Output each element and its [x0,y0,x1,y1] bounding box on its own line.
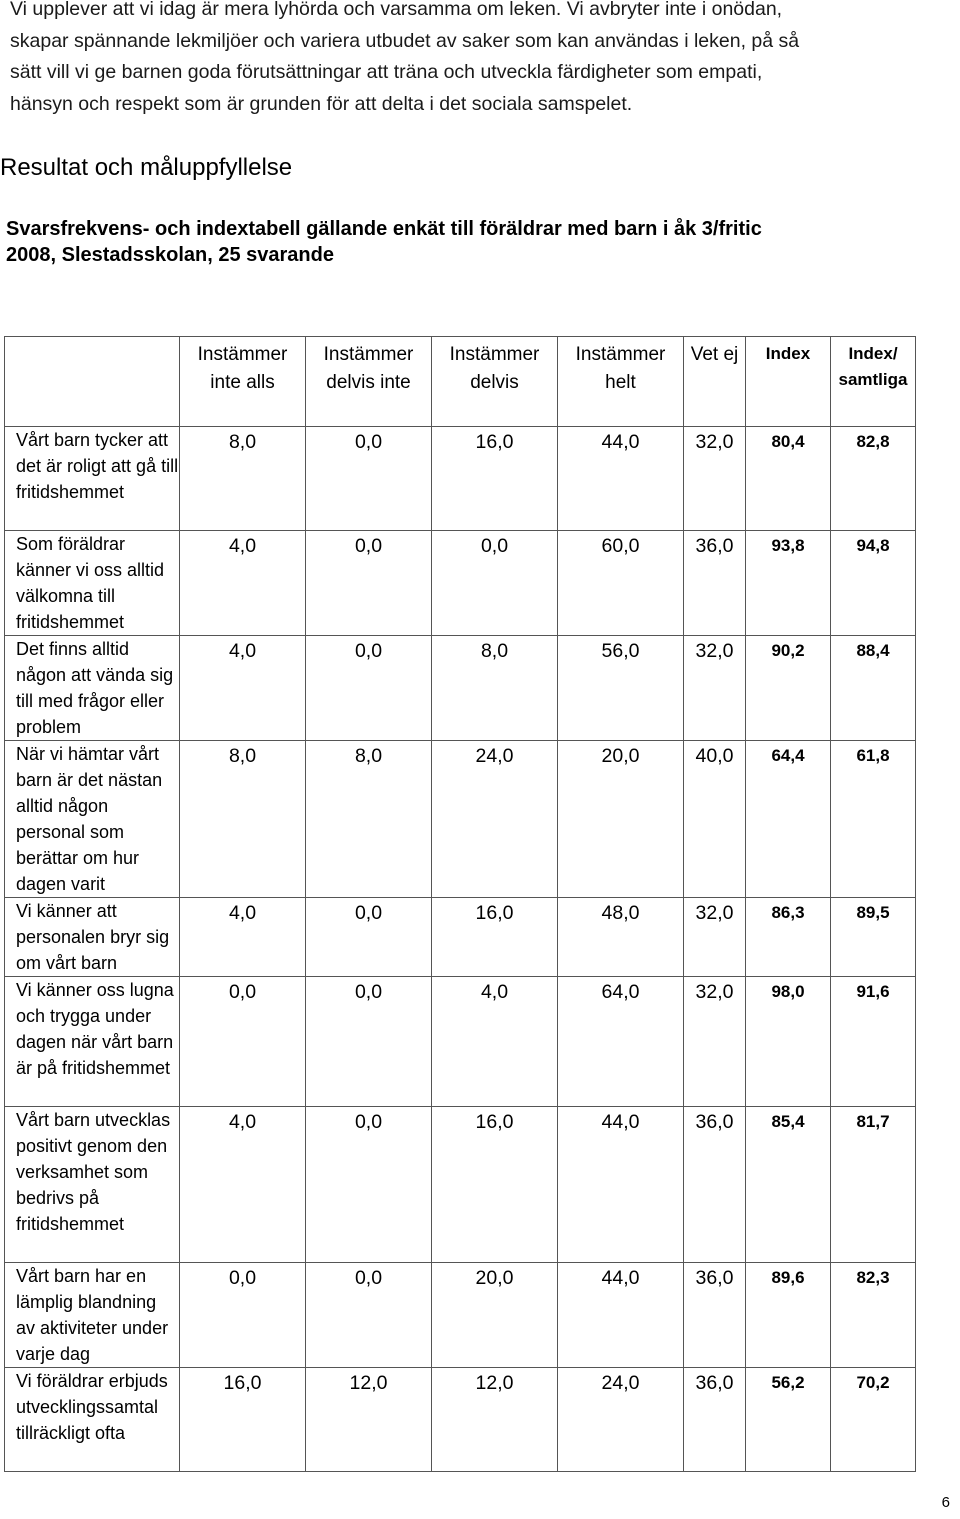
index-all-cell: 70,2 [831,1368,916,1472]
intro-line: sätt vill vi ge barnen goda förutsättningar att träna och utveckla färdigheter som empati, [10,61,763,83]
value-cell: 4,0 [180,636,306,741]
table-row [5,977,916,1107]
value-cell: 4,0 [180,531,306,636]
value-cell: 44,0 [558,1107,684,1263]
index-all-cell: 61,8 [831,741,916,898]
value-cell: 20,0 [558,741,684,898]
table-row [5,741,916,898]
value-cell: 0,0 [180,1263,306,1368]
value-cell: 36,0 [684,1263,746,1368]
value-cell: 0,0 [180,977,306,1107]
question-cell: Vårt barn utvecklas positivt genom den verksamhet som bedrivs på fritidshemmet [5,1107,180,1263]
value-cell: 20,0 [432,1263,558,1368]
value-cell: 32,0 [684,898,746,977]
value-cell: 0,0 [306,427,432,531]
table-caption-line2: 2008, Slestadsskolan, 25 svarande [6,244,334,266]
survey-table [4,336,916,1472]
table-row [5,636,916,741]
value-cell: 32,0 [684,636,746,741]
index-cell: 64,4 [746,741,831,898]
table-caption-line1: Svarsfrekvens- och indextabell gällande enkät till föräldrar med barn i åk 3/fritic [6,218,762,240]
table-row [5,427,916,531]
value-cell: 16,0 [432,898,558,977]
intro-paragraph [10,0,950,120]
section-heading: Resultat och måluppfyllelse [0,154,293,181]
value-cell: 24,0 [558,1368,684,1472]
question-cell: Vi känner oss lugna och trygga under dagen när vårt barn är på fritidshemmet [5,977,180,1107]
value-cell: 4,0 [432,977,558,1107]
question-cell: När vi hämtar vårt barn är det nästan alltid någon personal som berättar om hur dagen varit [5,741,180,898]
index-cell: 98,0 [746,977,831,1107]
value-cell: 12,0 [306,1368,432,1472]
value-cell: 8,0 [432,636,558,741]
question-cell: Vårt barn tycker att det är roligt att gå till fritidshemmet [5,427,180,531]
table-row [5,898,916,977]
header-col: Instämmer helt [558,337,684,427]
table-row [5,1107,916,1263]
header-col: Index [746,337,831,427]
table-row [5,531,916,636]
index-cell: 90,2 [746,636,831,741]
index-cell: 93,8 [746,531,831,636]
question-cell: Vi känner att personalen bryr sig om vårt barn [5,898,180,977]
question-cell: Som föräldrar känner vi oss alltid välkomna till fritidshemmet [5,531,180,636]
value-cell: 0,0 [432,531,558,636]
question-cell: Det finns alltid någon att vända sig till med frågor eller problem [5,636,180,741]
intro-line: hänsyn och respekt som är grunden för att delta i det sociala samspelet. [10,92,633,115]
value-cell: 36,0 [684,1107,746,1263]
index-cell: 85,4 [746,1107,831,1263]
index-all-cell: 91,6 [831,977,916,1107]
value-cell: 44,0 [558,1263,684,1368]
index-all-cell: 82,3 [831,1263,916,1368]
value-cell: 56,0 [558,636,684,741]
page-number: 6 [941,1494,950,1511]
value-cell: 4,0 [180,898,306,977]
value-cell: 0,0 [306,1263,432,1368]
index-cell: 89,6 [746,1263,831,1368]
header-col: Vet ej [684,337,746,427]
intro-line: skapar spännande lekmiljöer och variera utbudet av saker som kan användas i leken, på så [10,29,800,52]
header-col: Instämmer inte alls [180,337,306,427]
value-cell: 0,0 [306,531,432,636]
value-cell: 16,0 [432,1107,558,1263]
value-cell: 64,0 [558,977,684,1107]
value-cell: 8,0 [180,427,306,531]
value-cell: 16,0 [180,1368,306,1472]
index-cell: 86,3 [746,898,831,977]
value-cell: 40,0 [684,741,746,898]
intro-line: Vi upplever att vi idag är mera lyhörda och varsamma om leken. Vi avbryter inte i onödan, [10,0,783,20]
value-cell: 8,0 [306,741,432,898]
value-cell: 0,0 [306,1107,432,1263]
value-cell: 32,0 [684,977,746,1107]
value-cell: 0,0 [306,977,432,1107]
value-cell: 0,0 [306,636,432,741]
index-all-cell: 94,8 [831,531,916,636]
value-cell: 36,0 [684,1368,746,1472]
question-cell: Vårt barn har en lämplig blandning av aktiviteter under varje dag [5,1263,180,1368]
table-row [5,1368,916,1472]
value-cell: 44,0 [558,427,684,531]
value-cell: 0,0 [306,898,432,977]
value-cell: 8,0 [180,741,306,898]
index-all-cell: 81,7 [831,1107,916,1263]
question-cell: Vi föräldrar erbjuds utvecklingssamtal tillräckligt ofta [5,1368,180,1472]
index-all-cell: 82,8 [831,427,916,531]
index-all-cell: 89,5 [831,898,916,977]
index-cell: 56,2 [746,1368,831,1472]
value-cell: 36,0 [684,531,746,636]
header-col: Index/ samtliga [831,337,916,427]
table-header-row [5,337,916,427]
table-row [5,1263,916,1368]
value-cell: 48,0 [558,898,684,977]
value-cell: 60,0 [558,531,684,636]
value-cell: 32,0 [684,427,746,531]
value-cell: 4,0 [180,1107,306,1263]
value-cell: 24,0 [432,741,558,898]
header-question [5,337,180,427]
value-cell: 16,0 [432,427,558,531]
header-col: Instämmer delvis [432,337,558,427]
index-all-cell: 88,4 [831,636,916,741]
index-cell: 80,4 [746,427,831,531]
header-col: Instämmer delvis inte [306,337,432,427]
value-cell: 12,0 [432,1368,558,1472]
